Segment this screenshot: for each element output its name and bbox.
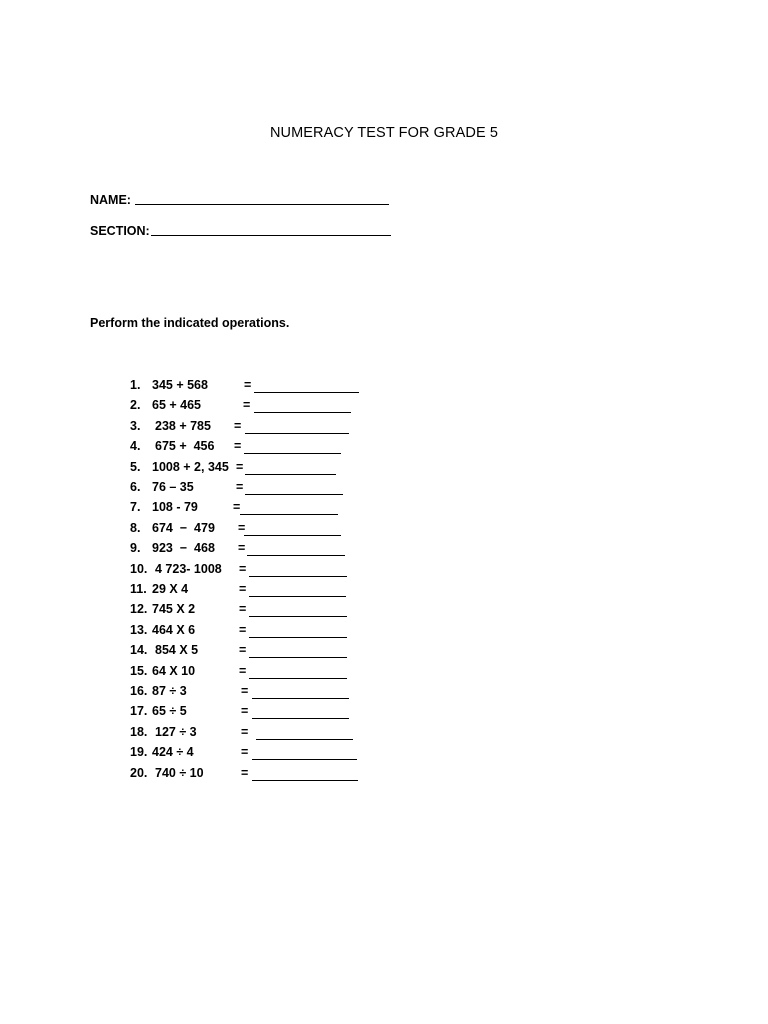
section-field bbox=[90, 224, 391, 238]
problem-row bbox=[0, 623, 768, 643]
problem-number: 8. bbox=[130, 520, 141, 535]
problem-row bbox=[0, 684, 768, 704]
section-label: SECTION: bbox=[90, 224, 150, 238]
equals-sign: = bbox=[239, 602, 247, 617]
answer-blank bbox=[256, 739, 353, 740]
answer-blank bbox=[249, 637, 347, 638]
equals-sign: = bbox=[241, 745, 249, 760]
section-blank bbox=[151, 234, 391, 236]
problem-number: 15. bbox=[130, 663, 148, 678]
problem-expression: 64 X 10 bbox=[152, 663, 196, 678]
problem-expression: 464 X 6 bbox=[152, 622, 196, 637]
problem-expression: 4 723- 1008 bbox=[155, 561, 222, 576]
problem-expression: 345 + 568 bbox=[152, 378, 208, 392]
answer-blank bbox=[249, 596, 346, 597]
equals-sign: = bbox=[239, 622, 247, 637]
problem-expression: 238 + 785 bbox=[155, 418, 211, 433]
answer-blank bbox=[252, 718, 349, 719]
answer-blank bbox=[249, 678, 347, 679]
answer-blank bbox=[245, 494, 343, 495]
problem-number: 9. bbox=[130, 541, 141, 556]
equals-sign: = bbox=[238, 541, 246, 556]
problem-row bbox=[0, 745, 768, 765]
equals-sign: = bbox=[244, 378, 252, 392]
instructions: Perform the indicated operations. bbox=[90, 316, 290, 330]
problem-number: 17. bbox=[130, 704, 148, 719]
problem-expression: 424 ÷ 4 bbox=[152, 745, 194, 760]
problem-number: 3. bbox=[130, 418, 141, 433]
equals-sign: = bbox=[239, 663, 247, 678]
problem-number: 6. bbox=[130, 480, 141, 494]
problem-row bbox=[0, 725, 768, 745]
equals-sign: = bbox=[234, 418, 242, 433]
equals-sign: = bbox=[241, 724, 249, 739]
problem-number: 7. bbox=[130, 500, 141, 515]
problem-expression: 740 ÷ 10 bbox=[155, 765, 204, 780]
problem-expression: 1008 + 2, 345 bbox=[152, 459, 229, 474]
problem-expression: 854 X 5 bbox=[155, 643, 199, 658]
answer-blank bbox=[254, 412, 351, 413]
problem-number: 14. bbox=[130, 643, 148, 658]
answer-blank bbox=[252, 780, 358, 781]
name-label: NAME: bbox=[90, 193, 131, 207]
problem-expression: 65 + 465 bbox=[152, 398, 202, 413]
problem-row bbox=[0, 500, 768, 520]
problem-row bbox=[0, 398, 768, 418]
problem-number: 5. bbox=[130, 459, 141, 474]
problem-number: 4. bbox=[130, 439, 141, 454]
problem-expression: 674 − 479 bbox=[152, 520, 215, 535]
problem-row bbox=[0, 439, 768, 459]
problem-row bbox=[0, 480, 768, 500]
equals-sign: = bbox=[239, 643, 247, 658]
problem-number: 13. bbox=[130, 622, 148, 637]
problem-expression: 108 - 79 bbox=[152, 500, 198, 515]
equals-sign: = bbox=[236, 459, 244, 474]
problem-expression: 87 ÷ 3 bbox=[152, 684, 187, 698]
equals-sign: = bbox=[238, 520, 246, 535]
equals-sign: = bbox=[243, 398, 251, 413]
problem-row bbox=[0, 541, 768, 561]
page-title: NUMERACY TEST FOR GRADE 5 bbox=[269, 125, 499, 141]
problem-expression: 76 – 35 bbox=[152, 480, 194, 494]
problem-number: 12. bbox=[130, 602, 148, 617]
problem-number: 18. bbox=[130, 724, 148, 739]
equals-sign: = bbox=[239, 561, 247, 576]
equals-sign: = bbox=[241, 684, 249, 698]
problem-number: 11. bbox=[130, 582, 147, 596]
equals-sign: = bbox=[236, 480, 244, 494]
problem-row bbox=[0, 602, 768, 622]
problem-number: 19. bbox=[130, 745, 148, 760]
equals-sign: = bbox=[241, 704, 249, 719]
answer-blank bbox=[252, 759, 357, 760]
problem-expression: 745 X 2 bbox=[152, 602, 196, 617]
problem-expression: 127 ÷ 3 bbox=[155, 724, 197, 739]
equals-sign: = bbox=[239, 582, 247, 596]
equals-sign: = bbox=[234, 439, 242, 454]
problem-row bbox=[0, 766, 768, 786]
answer-blank bbox=[254, 392, 359, 393]
problem-expression: 65 ÷ 5 bbox=[152, 704, 187, 719]
answer-blank bbox=[240, 514, 338, 515]
problem-row bbox=[0, 378, 768, 398]
answer-blank bbox=[249, 657, 347, 658]
problem-row bbox=[0, 460, 768, 480]
problem-row bbox=[0, 582, 768, 602]
problem-row bbox=[0, 704, 768, 724]
problem-number: 1. bbox=[130, 378, 141, 392]
name-field bbox=[90, 193, 389, 207]
answer-blank bbox=[244, 535, 341, 536]
answer-blank bbox=[245, 433, 349, 434]
problem-row bbox=[0, 664, 768, 684]
answer-blank bbox=[252, 698, 349, 699]
problem-expression: 923 − 468 bbox=[152, 541, 215, 556]
name-blank bbox=[135, 203, 389, 205]
answer-blank bbox=[245, 474, 336, 475]
problem-expression: 675 + 456 bbox=[155, 439, 215, 454]
problem-expression: 29 X 4 bbox=[152, 582, 189, 596]
problem-number: 20. bbox=[130, 765, 148, 780]
equals-sign: = bbox=[233, 500, 241, 515]
problem-row bbox=[0, 521, 768, 541]
problem-number: 2. bbox=[130, 398, 141, 413]
problem-number: 10. bbox=[130, 561, 148, 576]
problem-row bbox=[0, 419, 768, 439]
problem-row bbox=[0, 562, 768, 582]
answer-blank bbox=[249, 576, 347, 577]
problem-number: 16. bbox=[130, 684, 148, 698]
answer-blank bbox=[249, 616, 347, 617]
problem-row bbox=[0, 643, 768, 663]
answer-blank bbox=[244, 453, 341, 454]
equals-sign: = bbox=[241, 765, 249, 780]
answer-blank bbox=[247, 555, 345, 556]
